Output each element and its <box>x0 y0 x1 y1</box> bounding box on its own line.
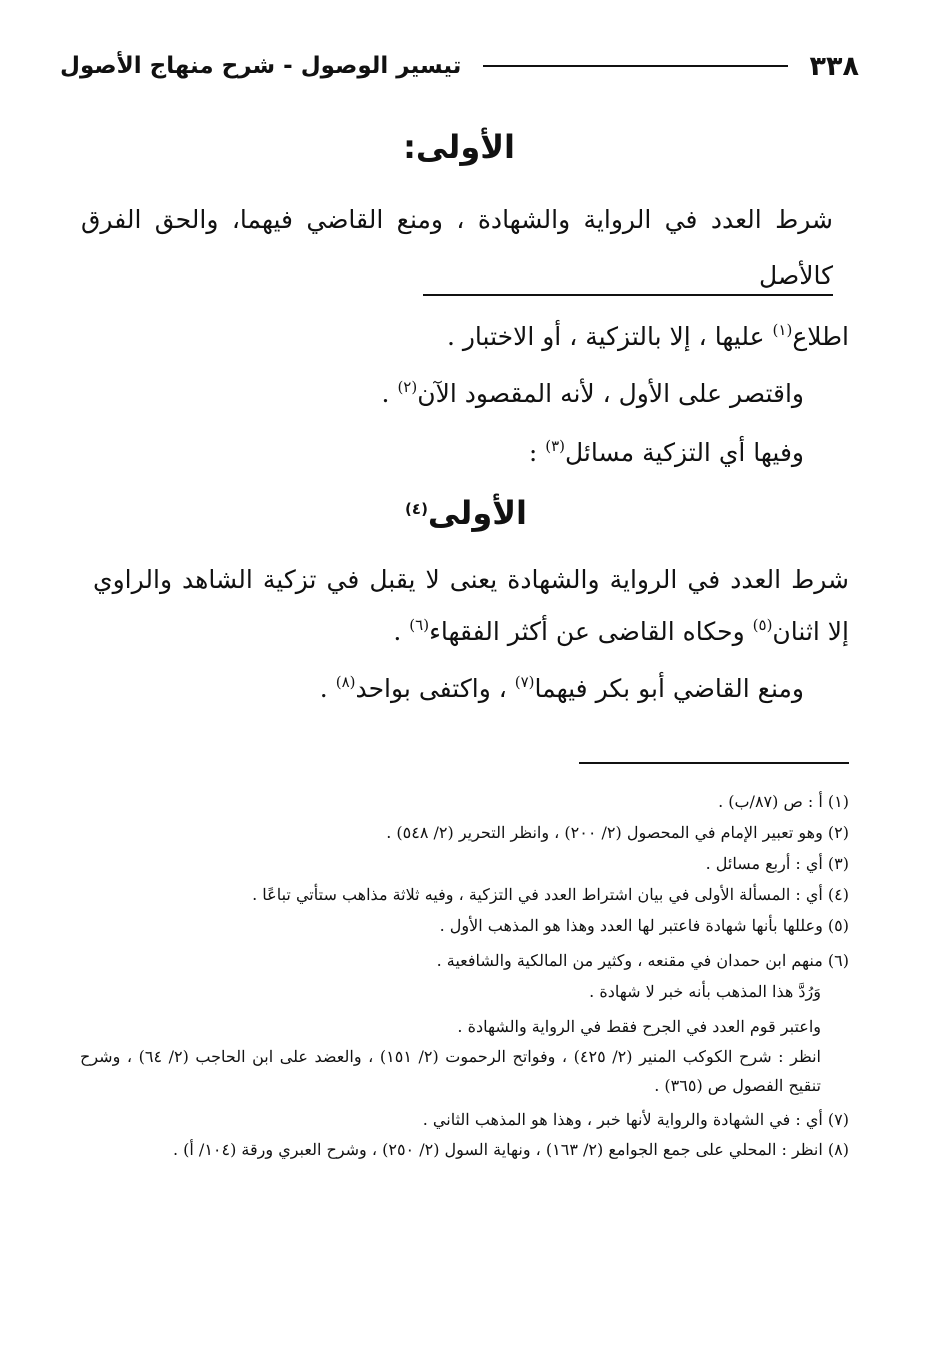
sharh-paragraph-1-end: . <box>393 617 410 646</box>
sharh-paragraph-1-text-2: وحكاه القاضى عن أكثر الفقهاء <box>429 617 753 646</box>
footnote-ref-1: (١) <box>772 321 793 339</box>
running-title: تيسير الوصول - شرح منهاج الأصول <box>60 53 462 79</box>
footnote-separator-rule <box>579 762 849 764</box>
matn-heading: الأولى: <box>403 128 515 166</box>
sharh-paragraph-1-text: شرط العدد في الرواية والشهادة يعنى لا يقبل في تزكية الشاهد والراوي إلا اثنان <box>93 565 849 646</box>
footnote-ref-4: (٤) <box>405 500 428 518</box>
sharh-line-2-rest: . <box>381 379 398 408</box>
footnotes <box>80 786 849 1164</box>
footnote-6: (٦) منهم ابن حمدان في مقنعه ، وكثير من المالكية والشافعية . <box>436 951 849 970</box>
sharh-paragraph-2-end: . <box>319 674 336 703</box>
sharh-heading <box>405 494 527 532</box>
footnote-6-references: انظر : شرح الكوكب المنير (٢/ ٤٢٥) ، وفواتح الرحموت (٢/ ١٥١) ، والعضد على ابن الحاجب (٢/ ٦٤) ، وشرح تنقيح الفصول ص (٣٦٥) . <box>80 1047 821 1095</box>
footnote-1: (١) أ : ص (٨٧/ب) . <box>718 792 849 811</box>
sharh-line-2-text: واقتصر على الأول ، لأنه المقصود الآن <box>417 379 804 408</box>
matn-text: شرط العدد في الرواية والشهادة ، ومنع القاضي فيهما، والحق الفرق كالأصل <box>81 205 833 290</box>
page-number: ٣٣٨ <box>809 50 859 82</box>
sharh-line-1-text: اطلاع <box>792 322 849 351</box>
footnote-2: (٢) وهو تعبير الإمام في المحصول (٢/ ٢٠٠) ، وانظر التحرير (٢/ ٥٤٨) . <box>386 823 849 842</box>
footnote-ref-7: (٧) <box>514 673 535 691</box>
footnote-4: (٤) أي : المسألة الأولى في بيان اشتراط العدد في التزكية ، وفيه ثلاثة مذاهب ستأتي تباعًا . <box>252 885 849 904</box>
sharh-line-3-text: وفيها أي التزكية مسائل <box>564 438 804 467</box>
footnote-ref-3: (٣) <box>545 437 565 455</box>
sharh-line-2 <box>382 369 804 419</box>
sharh-line-3 <box>529 428 804 478</box>
sharh-line-1-rest: عليها ، إلا بالتزكية ، أو الاختبار . <box>446 322 773 351</box>
footnote-ref-8: (٨) <box>335 673 356 691</box>
footnote-3: (٣) أي : أربع مسائل . <box>705 854 849 873</box>
footnote-ref-5: (٥) <box>752 616 773 634</box>
sharh-heading-text: الأولى <box>427 494 527 532</box>
sharh-line-1 <box>447 312 849 362</box>
footnote-8: (٨) انظر : المحلي على جمع الجوامع (٢/ ١٦٣) ، ونهاية السول (٢/ ٢٥٠) ، وشرح العبري ورقة (١٠٤/ أ) . <box>172 1140 849 1159</box>
footnote-ref-6: (٦) <box>409 616 430 634</box>
sharh-paragraph-2-text: ومنع القاضي أبو بكر فيهما <box>534 674 804 703</box>
sharh-paragraph-2 <box>320 664 804 714</box>
footnote-6-continuation-2: واعتبر قوم العدد في الجرح فقط في الرواية والشهادة . <box>457 1017 821 1036</box>
sharh-line-3-rest: : <box>528 438 546 467</box>
sharh-paragraph-1 <box>93 554 849 658</box>
matn-separator-rule <box>423 294 833 296</box>
footnote-7: (٧) أي : في الشهادة والرواية لأنها خبر ، وهذا هو المذهب الثاني . <box>422 1110 849 1129</box>
footnote-5: (٥) وعللها بأنها شهادة فاعتبر لها العدد وهذا هو المذهب الأول . <box>439 916 849 935</box>
sharh-paragraph-2-text-2: ، واكتفى بواحد <box>355 674 515 703</box>
footnote-6-continuation-1: وَرُدَّ هذا المذهب بأنه خبر لا شهادة . <box>589 982 821 1001</box>
running-header <box>60 44 859 88</box>
footnote-ref-2: (٢) <box>397 378 418 396</box>
header-rule <box>483 65 787 67</box>
